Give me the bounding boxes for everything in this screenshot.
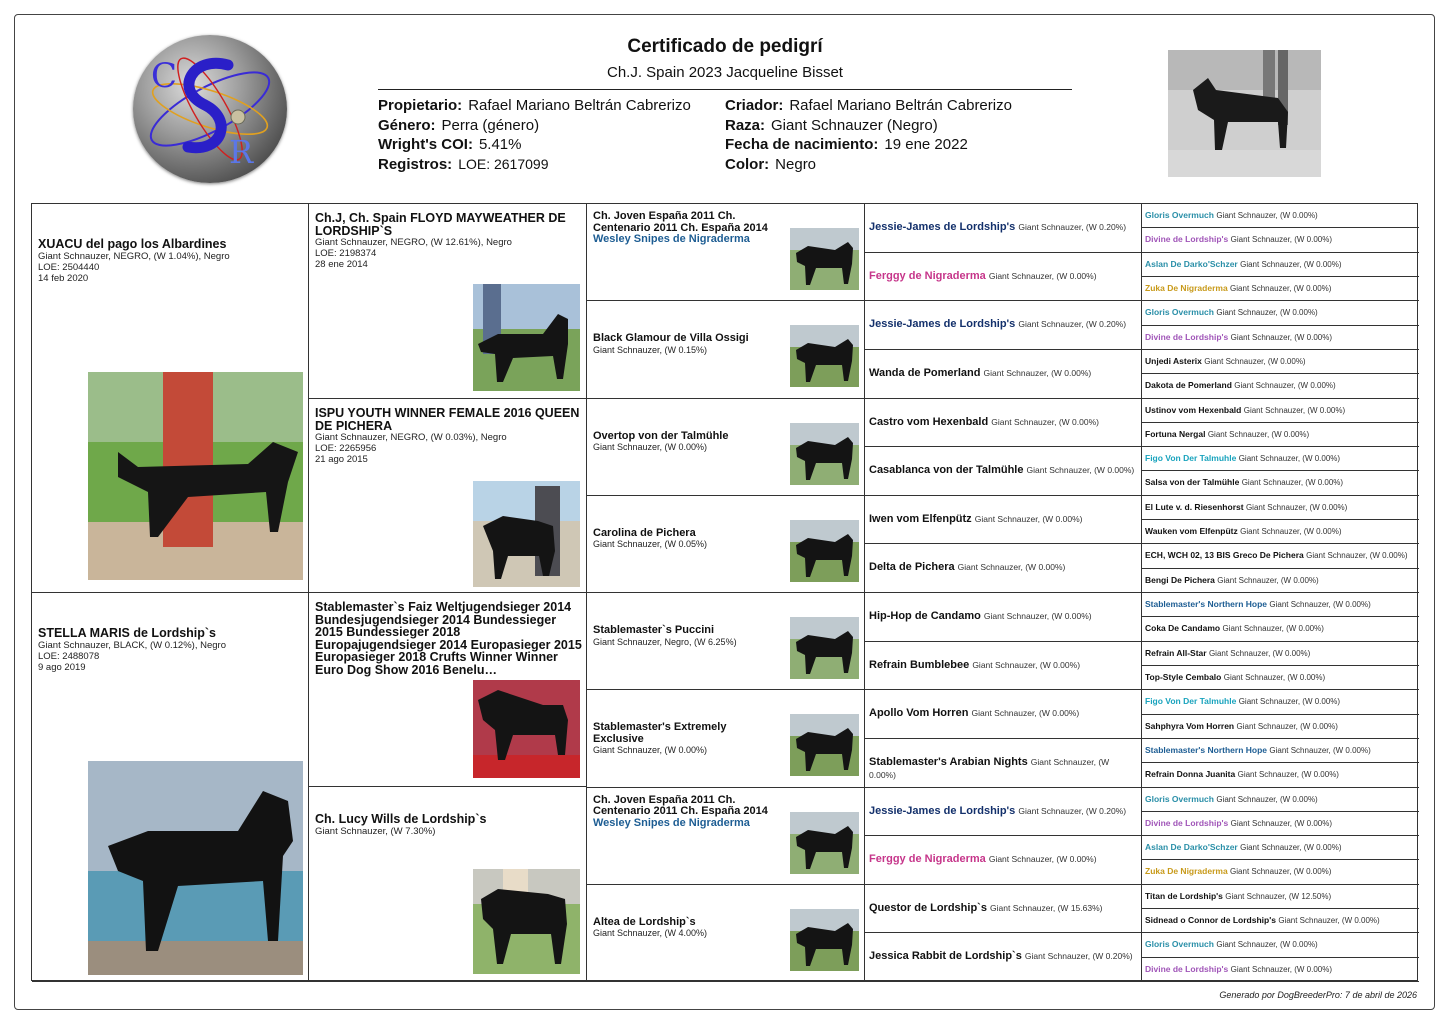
gen1-dam-name: STELLA MARIS de Lordship`s [38,626,217,640]
gen5-item [1142,933,1419,957]
gen5-name: Refrain All-Star [1145,647,1207,658]
gen5-desc: Giant Schnauzer, (W 0.00%) [1208,648,1311,658]
gen5-text [1145,453,1416,464]
gen4-desc: Giant Schnauzer, (W 0.00%) [983,367,1092,378]
gen5-item [1142,301,1419,325]
breeder-value: Rafael Mariano Beltrán Cabrerizo [789,97,1012,114]
gen3-highlight: Wesley Snipes de Nigraderma [593,233,750,245]
gen5-item [1142,958,1419,982]
gen2-item: Stablemaster`s Faiz Weltjugendsieger 2014 Bundesjugendsieger 2014 Bundessieger 2015 Bundessieger 2018 Europajugendsieger 2014 Europasieger 2015 Europasieger 2018 Crufts Winner Winner Euro Dog Show 2016 Benelu… [309,593,587,787]
gen5-name: Coka De Candamo [1145,623,1221,634]
gen4-desc: Giant Schnauzer, (W 0.00%) [1026,465,1135,476]
title-divider [378,89,1072,90]
gen5-name: Sahphyra Vom Horren [1145,720,1235,731]
page-title: Certificado de pedigrí [627,36,823,57]
gen5-text [1145,405,1416,416]
gen4-text [869,561,1137,574]
gen4-item [865,739,1142,788]
gen5-name: Titan de Lordship's [1145,890,1223,901]
gen5-name: Salsa von der Talmühle [1145,477,1240,488]
gen3-item [587,593,865,690]
gen5-text [1145,818,1416,829]
color-value: Negro [775,155,817,173]
gen5-desc: Giant Schnauzer, (W 0.00%) [1306,551,1408,561]
gen5-name: Stablemaster's Northern Hope [1145,744,1267,755]
gen5-desc: Giant Schnauzer, (W 0.00%) [1217,575,1319,585]
gen5-item [1142,909,1419,933]
coi-value: 5.41% [478,136,522,153]
gen3-name: Black Glamour de Villa Ossigi [593,332,749,345]
gen3-text [593,917,780,940]
gen5-text [1145,526,1416,537]
gen4-text [869,853,1137,866]
gen4-name: Ferggy de Nigraderma [869,853,986,866]
gen4-desc: Giant Schnauzer, (W 0.00%) [957,562,1066,573]
gen3-item [587,204,865,301]
gen4-text [869,513,1137,526]
gen4-desc: Giant Schnauzer, (W 0.00%) [971,708,1080,719]
gen4-name: Wanda de Pomerland [869,366,981,379]
gen5-name: Wauken vom Elfenpütz [1145,526,1238,537]
gen2-photo [473,869,580,974]
gen2-photo [473,680,580,778]
gen5-text [1145,696,1416,707]
gen5-desc: Giant Schnauzer, (W 0.00%) [1216,940,1318,950]
gen5-desc: Giant Schnauzer, (W 0.00%) [1238,697,1341,707]
gen5-text [1145,939,1416,950]
info-left [378,96,691,174]
gen5-desc: Giant Schnauzer, (W 0.00%) [1230,283,1332,293]
gen3-name: Carolina de Pichera [593,526,696,539]
gen5-text [1145,380,1416,391]
gen5-name: Refrain Donna Juanita [1145,769,1236,780]
gen2-item: Ch. Lucy Wills de Lordship`s Giant Schnauzer, (W 7.30%) [309,787,587,982]
gen3-desc: Giant Schnauzer, Negro, (W 6.25%) [593,636,737,647]
gen5-name: Zuka De Nigraderma [1145,866,1228,877]
gen4-name: Refrain Bumblebee [869,658,970,671]
gen5-item [1142,471,1419,495]
gen4-text [869,950,1137,963]
gen4-item [865,544,1142,593]
gen4-name: Iwen vom Elfenpütz [869,512,972,525]
gen4-desc: Giant Schnauzer, (W 0.00%) [988,854,1097,865]
gen5-desc: Giant Schnauzer, (W 0.00%) [1237,770,1339,780]
gen5-name: Gloris Overmuch [1145,210,1214,220]
gen4-desc: Giant Schnauzer, (W 0.00%) [972,659,1081,670]
gen5-desc: Giant Schnauzer, (W 0.00%) [1216,211,1318,220]
gen5-name: Figo Von Der Talmuhle [1145,453,1237,464]
footer-note: Generado por DogBreederPro: 7 de abril de 2026 [1219,990,1417,1000]
gen3-highlight: Wesley Snipes de Nigraderma [593,816,750,829]
gen3-photo [790,325,859,387]
owner-value: Rafael Mariano Beltrán Cabrerizo [468,97,691,114]
gen5-item [1142,204,1419,228]
gen5-desc: Giant Schnauzer, (W 0.00%) [1222,624,1324,634]
gen3-photo [790,812,859,874]
gen3-photo [790,714,859,776]
gen5-text [1145,866,1416,877]
gen3-photo [790,617,859,679]
gen5-text [1145,332,1416,343]
gen4-name: Jessie-James de Lordship's [869,804,1016,817]
dog-title: Ch.J. Spain 2023 Jacqueline Bisset [607,64,843,81]
gen3-photo [790,520,859,582]
gen3-item [587,690,865,787]
gen4-item [865,885,1142,934]
gen4-desc: Giant Schnauzer, (W 0.20%) [1018,319,1127,330]
gen3-desc: Giant Schnauzer, (W 0.00%) [593,442,708,452]
gen3-photo [790,909,859,971]
gen5-desc: Giant Schnauzer, (W 0.00%) [1241,478,1344,488]
gen5-desc: Giant Schnauzer, (W 0.00%) [1230,964,1333,974]
gen5-item [1142,715,1419,739]
gen5-item [1142,812,1419,836]
gen3-name: Ch. Joven España 2011 Ch. Centenario 2011 Ch. España 2014 Wesley Snipes de Nigraderma [593,793,768,829]
kennel-logo [133,35,287,183]
gen5-text [1145,794,1416,805]
gen5-text [1145,210,1416,221]
gen5-item [1142,350,1419,374]
gen5-desc: Giant Schnauzer, (W 0.00%) [1223,672,1326,682]
gen5-text [1145,623,1416,634]
gen3-photo [790,228,859,290]
gen5-name: Divine de Lordship's [1145,331,1229,342]
birthdate-value: 19 ene 2022 [884,136,968,153]
gen5-text [1145,721,1416,732]
gen2-item: ISPU YOUTH WINNER FEMALE 2016 QUEEN DE PICHERA Giant Schnauzer, NEGRO, (W 0.03%), Negro LOE: 2265956 21 ago 2015 [309,399,587,593]
gen5-item [1142,788,1419,812]
gen4-item [865,690,1142,739]
gen4-desc: Giant Schnauzer, (W 0.00%) [988,270,1097,281]
gen3-desc: Giant Schnauzer, (W 0.00%) [593,745,708,756]
gen5-text [1145,307,1416,318]
gen4-item [865,496,1142,545]
gen5-name: Gloris Overmuch [1145,939,1214,950]
gen5-item [1142,739,1419,763]
gen5-item [1142,277,1419,301]
gen4-text [869,707,1137,720]
gen5-name: Zuka De Nigraderma [1145,282,1228,293]
gen5-item [1142,836,1419,860]
gen5-text [1145,745,1416,756]
gen4-item [865,350,1142,399]
gen4-text [869,318,1137,331]
gen5-name: Aslan De Darko'Schzer [1145,842,1238,853]
registry-value: LOE: 2617099 [458,155,549,172]
gen4-text [869,221,1137,234]
gen5-name: Divine de Lordship's [1145,963,1229,974]
gen3-desc: Giant Schnauzer, (W 0.15%) [593,344,708,355]
gen5-desc: Giant Schnauzer, (W 0.00%) [1243,405,1346,415]
gen5-name: Divine de Lordship's [1145,817,1229,828]
gen5-name: Dakota de Pomerland [1145,380,1232,391]
gen3-item [587,399,865,496]
gen4-text [869,367,1137,380]
gen5-text [1145,575,1416,586]
gen5-name: Figo Von Der Talmuhle [1145,696,1237,707]
gen4-item [865,836,1142,885]
gen5-text [1145,259,1416,270]
gen3-item [587,885,865,982]
gen3-name: Stablemaster`s Puccini [593,624,715,636]
gen5-item [1142,593,1419,617]
gen5-desc: Giant Schnauzer, (W 0.00%) [1216,794,1318,804]
gen5-text [1145,599,1416,610]
registry-row: Registros: LOE: 2617099 [378,155,549,173]
gen4-name: Casablanca von der Talmühle [869,464,1024,477]
gen5-name: Gloris Overmuch [1145,307,1214,318]
gen3-text [593,528,780,551]
gen4-name: Jessie-James de Lordship's [869,318,1016,331]
gen3-item [587,788,865,885]
gen5-name: Fortuna Nergal [1145,428,1206,439]
gen5-text [1145,964,1416,975]
gen1-sire-name: XUACU del pago los Albardines [38,237,227,251]
gen1-dam-date: 9 ago 2019 [38,661,86,673]
gen5-desc: Giant Schnauzer, (W 0.00%) [1240,527,1342,537]
gen4-item [865,933,1142,982]
gen4-item [865,447,1142,496]
gen4-name: Stablemaster's Arabian Nights [869,755,1028,768]
gen2-photo [473,481,580,587]
gen5-name: Divine de Lordship's [1145,234,1229,245]
gen3-name: Stablemaster's Extremely Exclusive [593,721,727,745]
gen5-item [1142,763,1419,787]
gen5-text [1145,477,1416,488]
gen4-text [869,805,1137,818]
gen5-name: El Lute v. d. Riesenhorst [1145,501,1244,512]
gen4-desc: Giant Schnauzer, (W 0.20%) [1018,222,1127,232]
logo-letter-c: C [151,56,178,96]
gen4-item [865,642,1142,691]
gen5-text [1145,234,1416,245]
gen4-text [869,659,1137,672]
gen5-text [1145,672,1416,683]
owner-row: Propietario: Rafael Mariano Beltrán Cabrerizo [378,97,691,114]
gen3-item [587,301,865,398]
gen5-desc: Giant Schnauzer, (W 12.50%) [1225,891,1332,901]
gen5-item [1142,690,1419,714]
gen5-item [1142,423,1419,447]
gen3-desc: Giant Schnauzer, (W 4.00%) [593,928,708,939]
gen1-dam [32,593,309,982]
gen4-text [869,416,1137,429]
gen1-sire-date: 14 feb 2020 [38,272,89,284]
gen1-dam-photo [88,761,303,975]
breeder-row: Criador: Rafael Mariano Beltrán Cabrerizo [725,97,1012,114]
gen4-text [869,610,1137,623]
gen1-sire-desc: Giant Schnauzer, NEGRO, (W 1.04%), Negro [38,250,230,262]
gen5-text [1145,356,1416,367]
gen3-item [587,496,865,593]
gen5-desc: Giant Schnauzer, (W 0.00%) [1207,429,1310,439]
gen5-item [1142,569,1419,593]
gen5-text [1145,842,1416,853]
gen4-desc: Giant Schnauzer, (W 0.00%) [869,756,1110,780]
gen5-item [1142,374,1419,398]
gen4-desc: Giant Schnauzer, (W 0.00%) [974,513,1083,524]
gen4-name: Hip-Hop de Candamo [869,610,981,622]
gen5-desc: Giant Schnauzer, (W 0.00%) [1240,843,1342,853]
gen5-item [1142,326,1419,350]
gen5-desc: Giant Schnauzer, (W 0.00%) [1230,818,1333,828]
gen3-text [593,722,780,756]
coi-row: Wright's COI: 5.41% [378,136,522,153]
gen4-text [869,464,1137,477]
gen5-text [1145,915,1416,926]
info-right [725,96,1012,174]
pedigree-grid [31,203,1418,981]
gen5-desc: Giant Schnauzer, (W 0.00%) [1216,308,1318,318]
gen3-text [593,333,780,356]
breed-row: Raza: Giant Schnauzer (Negro) [725,116,938,134]
gen5-name: Stablemaster's Northern Hope [1145,599,1267,609]
gen4-desc: Giant Schnauzer, (W 0.20%) [1024,951,1133,962]
gen5-desc: Giant Schnauzer, (W 0.00%) [1234,381,1336,391]
gen4-name: Apollo Vom Horren [869,707,969,720]
gen5-desc: Giant Schnauzer, (W 0.00%) [1236,721,1338,731]
gen5-name: Ustinov vom Hexenbald [1145,404,1242,415]
gen4-item [865,301,1142,350]
gen5-desc: Giant Schnauzer, (W 0.00%) [1230,867,1332,877]
gen5-name: ECH, WCH 02, 13 BIS Greco De Pichera [1145,550,1304,561]
gen2-photo [473,284,580,391]
gen1-dam-reg: LOE: 2488078 [38,650,100,662]
gen4-name: Ferggy de Nigraderma [869,269,986,282]
gen5-item [1142,860,1419,884]
gen4-desc: Giant Schnauzer, (W 0.20%) [1018,805,1127,816]
gen4-text [869,902,1137,915]
gen5-text [1145,283,1416,294]
gen1-sire-reg: LOE: 2504440 [38,261,100,273]
gen5-name: Unjedi Asterix [1145,355,1202,366]
gen1-sire-photo [88,372,303,580]
gen5-text [1145,891,1416,902]
gen5-item [1142,253,1419,277]
gen4-name: Delta de Pichera [869,561,955,574]
gen4-text [869,756,1137,782]
gen1-sire [32,204,309,593]
gen5-item [1142,520,1419,544]
color-row: Color: Negro [725,155,817,173]
gen2-item: Ch.J, Ch. Spain FLOYD MAYWEATHER DE LORDSHIP`S Giant Schnauzer, NEGRO, (W 12.61%), Negro LOE: 2198374 28 ene 2014 [309,204,587,399]
gen4-item [865,788,1142,837]
gen4-desc: Giant Schnauzer, (W 15.63%) [990,902,1103,913]
gen4-name: Jessie-James de Lordship's [869,221,1016,233]
gen5-desc: Giant Schnauzer, (W 0.00%) [1238,454,1341,464]
gen4-name: Jessica Rabbit de Lordship`s [869,950,1022,963]
gen3-text [593,431,780,454]
gen3-name: Ch. Joven España 2011 Ch. Centenario 2011 Ch. España 2014 Wesley Snipes de Nigraderma [593,210,768,245]
gen4-name: Castro vom Hexenbald [869,415,989,428]
gen5-desc: Giant Schnauzer, (W 0.00%) [1278,916,1380,926]
gen4-item [865,593,1142,642]
gen5-desc: Giant Schnauzer, (W 0.00%) [1269,745,1371,755]
logo-letter-r: R [229,133,254,171]
gen5-desc: Giant Schnauzer, (W 0.00%) [1204,356,1306,366]
gen3-text [593,625,780,648]
gen5-desc: Giant Schnauzer, (W 0.00%) [1245,502,1348,512]
gen3-text [593,795,780,830]
gen5-item [1142,399,1419,423]
breed-value: Giant Schnauzer (Negro) [771,116,938,134]
gen5-item [1142,885,1419,909]
gen5-name: Bengi De Pichera [1145,574,1215,585]
gen5-item [1142,666,1419,690]
gen5-item [1142,617,1419,641]
gen4-desc: Giant Schnauzer, (W 0.00%) [991,416,1099,427]
gen4-item [865,253,1142,302]
gen4-name: Questor de Lordship`s [869,901,987,914]
gen5-text [1145,550,1416,561]
gen5-text [1145,648,1416,659]
gen5-name: Gloris Overmuch [1145,793,1214,804]
main-dog-photo [1168,50,1321,177]
gen5-desc: Giant Schnauzer, (W 0.00%) [1269,600,1371,609]
gen5-item [1142,496,1419,520]
gender-value: Perra (género) [441,116,540,134]
gen5-item [1142,544,1419,568]
gen5-desc: Giant Schnauzer, (W 0.00%) [1230,235,1333,245]
gen5-text [1145,502,1416,513]
gen5-desc: Giant Schnauzer, (W 0.00%) [1240,259,1342,269]
gen4-text [869,270,1137,283]
gen4-item [865,399,1142,448]
gen5-text [1145,429,1416,440]
gen4-desc: Giant Schnauzer, (W 0.00%) [983,611,1092,621]
gen5-item [1142,447,1419,471]
gen4-item [865,204,1142,253]
gen5-desc: Giant Schnauzer, (W 0.00%) [1230,332,1333,342]
gen1-dam-desc: Giant Schnauzer, BLACK, (W 0.12%), Negro [38,639,226,651]
gen3-text [593,211,780,246]
gen3-photo [790,423,859,485]
gen5-text [1145,769,1416,780]
birthdate-row: Fecha de nacimiento: 19 ene 2022 [725,136,968,153]
gen3-name: Altea de Lordship`s [593,915,696,928]
gen5-item [1142,228,1419,252]
gen3-desc: Giant Schnauzer, (W 0.05%) [593,539,708,550]
gen3-name: Overtop von der Talmühle [593,429,729,442]
gen5-name: Top-Style Cembalo [1145,671,1222,682]
gender-row: Género: Perra (género) [378,116,540,134]
gen5-name: Aslan De Darko'Schzer [1145,258,1238,269]
gen5-name: Sidnead o Connor de Lordship's [1145,915,1276,926]
gen5-item [1142,642,1419,666]
